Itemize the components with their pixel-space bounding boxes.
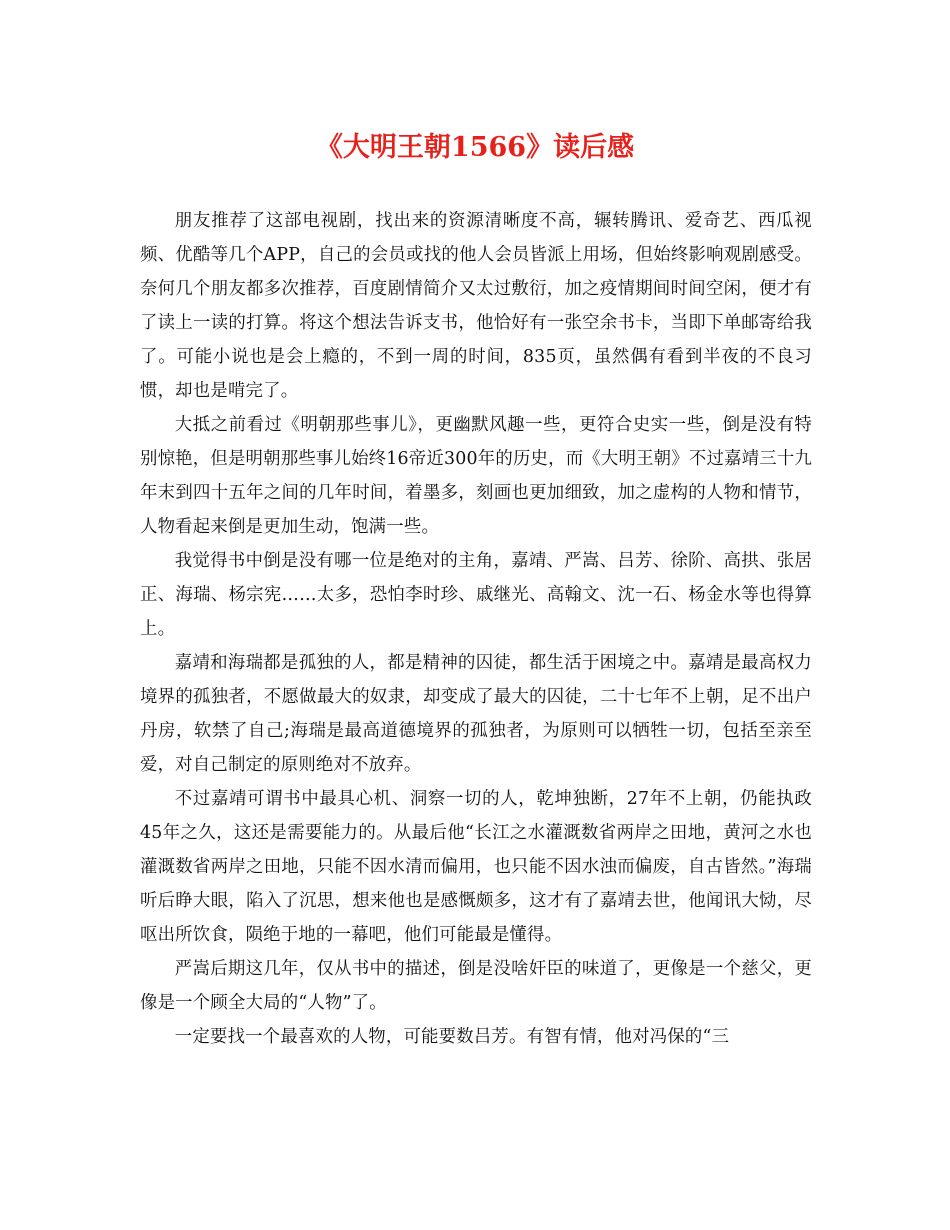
paragraph-2: 大抵之前看过《明朝那些事儿》，更幽默风趣一些，更符合史实一些，倒是没有特别惊艳，但是明朝那些事儿始终16帝近300年的历史，而《大明王朝》不过嘉靖三十九年末到四十五年之间的几年时间，着墨多，刻画也更加细致，加之虚构的人物和情节，人物看起来倒是更加生动，饱满一些。: [140, 415, 812, 537]
paragraph-7: 一定要找一个最喜欢的人物，可能要数吕芳。有智有情，他对冯保的“三: [174, 1027, 730, 1047]
document-title: 《大明王朝1566》读后感: [315, 132, 635, 163]
paragraph-6: 严嵩后期这几年，仅从书中的描述，倒是没啥奸臣的味道了，更像是一个慈父，更像是一个顾全大局的“人物”了。: [140, 959, 812, 1013]
paragraph-5: 不过嘉靖可谓书中最具心机、洞察一切的人，乾坤独断，27年不上朝，仍能执政45年之久，这还是需要能力的。从最后他“长江之水灌溉数省两岸之田地，黄河之水也灌溉数省两岸之田地，只能不因水清而偏用，也只能不因水浊而偏废，自古皆然。”海瑞听后睁大眼，陷入了沉思，想来他也是感慨颇多，这才有了嘉靖去世，他闻讯大恸，尽呕出所饮食，陨绝于地的一幕吧，他们可能最是懂得。: [140, 789, 812, 945]
document-body: [140, 204, 812, 1054]
paragraph-3: 我觉得书中倒是没有哪一位是绝对的主角，嘉靖、严嵩、吕芳、徐阶、高拱、张居正、海瑞、杨宗宪……太多，恐怕李时珍、戚继光、高翰文、沈一石、杨金水等也得算上。: [140, 551, 812, 639]
paragraph-4: 嘉靖和海瑞都是孤独的人，都是精神的囚徒，都生活于困境之中。嘉靖是最高权力境界的孤独者，不愿做最大的奴隶，却变成了最大的囚徒，二十七年不上朝，足不出户丹房，软禁了自己;海瑞是最高道德境界的孤独者，为原则可以牺牲一切，包括至亲至爱，对自己制定的原则绝对不放弃。: [140, 653, 812, 775]
paragraph-1: 朋友推荐了这部电视剧，找出来的资源清晰度不高，辗转腾讯、爱奇艺、西瓜视频、优酷等几个APP，自己的会员或找的他人会员皆派上用场，但始终影响观剧感受。奈何几个朋友都多次推荐，百度剧情简介又太过敷衍，加之疫情期间时间空闲，便才有了读上一读的打算。将这个想法告诉支书，他恰好有一张空余书卡，当即下单邮寄给我了。可能小说也是会上瘾的，不到一周的时间，835页，虽然偶有看到半夜的不良习惯，却也是啃完了。: [140, 211, 812, 401]
